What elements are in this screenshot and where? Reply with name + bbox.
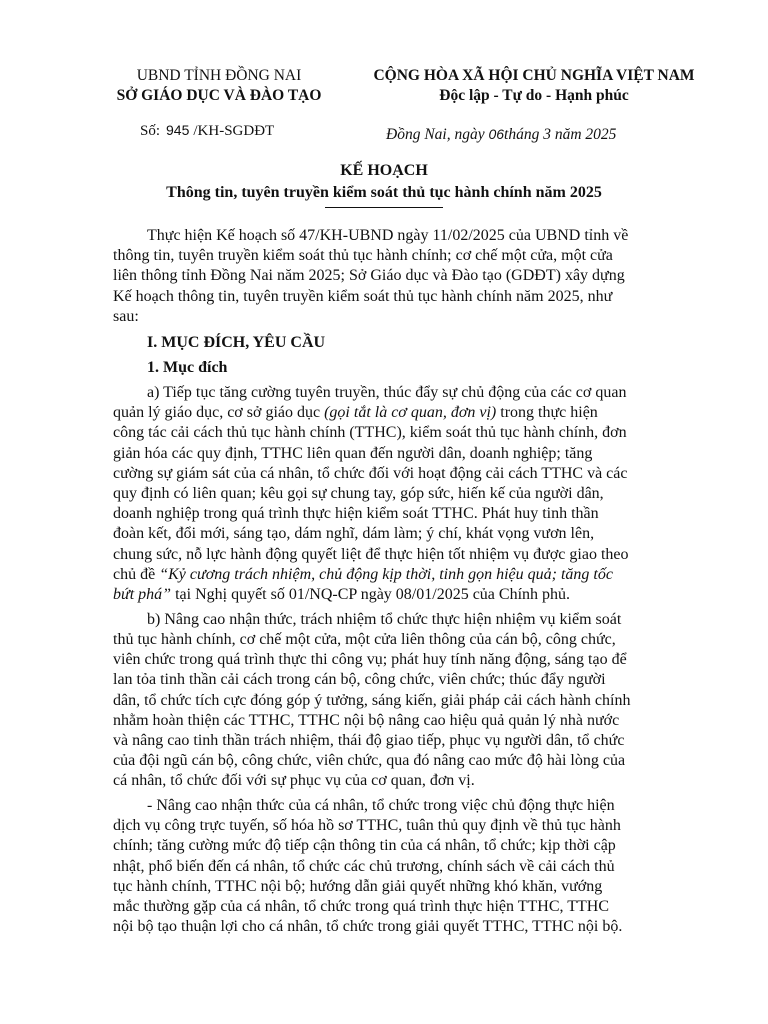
place-date-part2: tháng 3 năm 2025 <box>504 126 617 143</box>
title-underline <box>325 207 443 208</box>
document-body <box>113 226 693 942</box>
document-title-block <box>0 160 768 208</box>
national-motto-header <box>352 66 716 106</box>
agency-name: SỞ GIÁO DỤC VÀ ĐÀO TẠO <box>116 87 322 104</box>
paragraph-a-text-2: trong thực hiện công tác cải cách thủ tục hành chính (TTHC), kiểm soát thủ tục hành chính, đơn giản hóa các quy định, TTHC liên quan đến người dân, doanh nghiệp; tăng cường sự giám sát của cá nhân, tổ chức đối với hoạt động cải cách TTHC và các quy định có liên quan; kêu gọi sự chung tay, góp sức, hiến kế của người dân, doanh nghiệp trong quá trình thực hiện kiểm soát TTHC. Phát huy tinh thần đoàn kết, đổi mới, sáng tạo, dám nghĩ, dám làm; ý chí, khát vọng vươn lên, chung sức, nỗ lực hành động quyết liệt để thực hiện tốt nhiệm vụ được giao theo chủ đề <box>113 404 629 583</box>
document-number-prefix: Số: <box>140 123 161 139</box>
paragraph-a-text-1: a) Tiếp tục tăng cường tuyên truyền, thúc đẩy sự chủ động của các cơ quan quản lý giáo dục, cơ sở giáo dục <box>113 384 627 422</box>
paragraph-bullet: - Nâng cao nhận thức của cá nhân, tổ chức trong việc chủ động thực hiện dịch vụ công trực tuyến, số hóa hồ sơ TTHC, tuân thủ quy định về thủ tục hành chính; tăng cường mức độ tiếp cận thông tin của cá nhân, tổ chức; kịp thời cập nhật, phổ biến đến cá nhân, tổ chức các chủ trương, chính sách về cải cách thủ tục hành chính, TTHC nội bộ; hướng dẫn giải quyết những khó khăn, vướng mắc thường gặp của cá nhân, tổ chức trong quá trình thực hiện TTHC, TTHC nội bộ tạo thuận lợi cho cá nhân, tổ chức trong giải quyết TTHC, TTHC nội bộ. <box>113 797 623 936</box>
paragraph-b: b) Nâng cao nhận thức, trách nhiệm tổ chức thực hiện nhiệm vụ kiểm soát thủ tục hành chính, cơ chế một cửa, một cửa liên thông của cán bộ, công chức, viên chức trong quá trình thực thi công vụ; phát huy tính năng động, sáng tạo để lan tỏa tinh thần cải cách trong cán bộ, công chức, viên chức; thúc đẩy người dân, tổ chức tích cực đóng góp ý tưởng, sáng kiến, giải pháp cải cách hành chính nhằm hoàn thiện các TTHC, TTHC nội bộ nâng cao hiệu quả quản lý nhà nước và nâng cao tinh thần trách nhiệm, thái độ giao tiếp, phục vụ người dân, tổ chức của đội ngũ cán bộ, công chức, viên chức, qua đó nâng cao mức độ hài lòng của cá nhân, tổ chức đối với sự phục vụ của cơ quan, đơn vị. <box>113 610 631 790</box>
paragraph-a-italic-2: “Kỷ cương trách nhiệm, chủ động kịp thời, tinh gọn hiệu quả; tăng tốc bứt phá” <box>113 565 613 604</box>
document-number <box>140 122 274 140</box>
place-and-date <box>386 126 616 144</box>
document-number-value: 945 <box>166 122 190 138</box>
place-date-part1: Đồng Nai, ngày <box>386 126 489 143</box>
paragraph-a-text-3: tại Nghị quyết số 01/NQ-CP ngày 08/01/2025 của Chính phủ. <box>171 586 571 604</box>
section-heading: I. MỤC ĐÍCH, YÊU CẦU <box>147 334 326 352</box>
intro-paragraph: Thực hiện Kế hoạch số 47/KH-UBND ngày 11/02/2025 của UBND tỉnh về thông tin, tuyên truyền kiểm soát thủ tục hành chính; cơ chế một cửa, một cửa liên thông tỉnh Đồng Nai năm 2025; Sở Giáo dục và Đào tạo (GDĐT) xây dựng Kế hoạch thông tin, tuyên truyền kiểm soát thủ tục hành chính năm 2025, như sau: <box>113 227 629 325</box>
document-number-suffix: /KH-SGDĐT <box>193 123 275 139</box>
document-type: KẾ HOẠCH <box>340 162 428 179</box>
subsection-heading: 1. Mục đích <box>147 359 228 377</box>
issuing-agency-header <box>100 66 338 106</box>
country-name: CỘNG HÒA XÃ HỘI CHỦ NGHĨA VIỆT NAM <box>373 67 695 84</box>
national-motto: Độc lập - Tự do - Hạnh phúc <box>439 87 629 104</box>
place-date-day: 06 <box>488 126 505 142</box>
paragraph-a <box>113 383 693 605</box>
document-subtitle: Thông tin, tuyên truyền kiểm soát thủ tục hành chính năm 2025 <box>166 184 602 201</box>
agency-parent-name: UBND TỈNH ĐỒNG NAI <box>136 67 302 84</box>
paragraph-a-italic-1: (gọi tắt là cơ quan, đơn vị) <box>324 404 497 422</box>
